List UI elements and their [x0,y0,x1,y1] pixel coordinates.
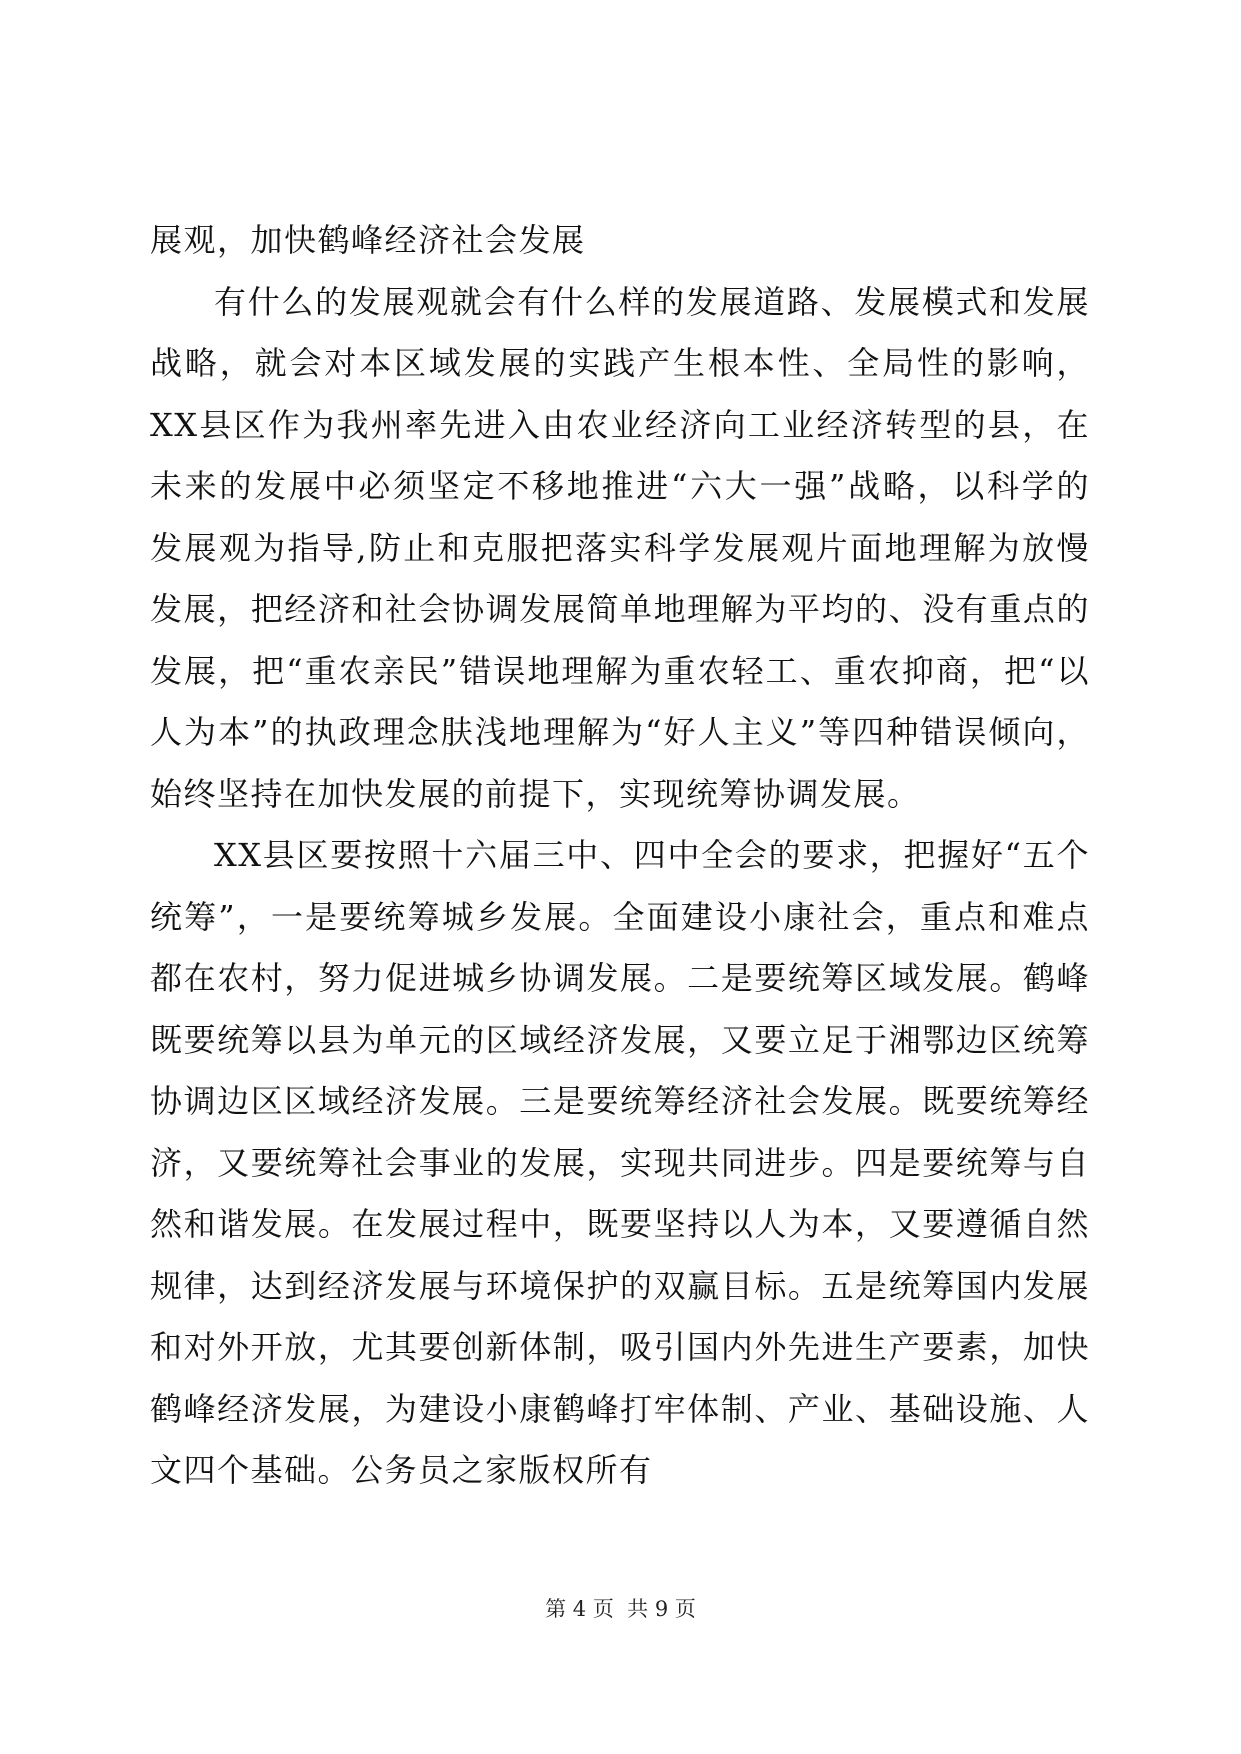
paragraph-2: 有什么的发展观就会有什么样的发展道路、发展模式和发展战略，就会对本区域发展的实践产生根本性、全局性的影响，XX县区作为我州率先进入由农业经济向工业经济转型的县，在未来的发展中必须坚定不移地推进“六大一强”战略，以科学的发展观为指导,防止和克服把落实科学发展观片面地理解为放慢发展，把经济和社会协调发展简单地理解为平均的、没有重点的发展，把“重农亲民”错误地理解为重农轻工、重农抑商，把“以人为本”的执政理念肤浅地理解为“好人主义”等四种错误倾向，始终坚持在加快发展的前提下，实现统筹协调发展。 [150,282,1090,813]
paragraph-3: XX县区要按照十六届三中、四中全会的要求，把握好“五个统筹”，一是要统筹城乡发展。全面建设小康社会，重点和难点都在农村，努力促进城乡协调发展。二是要统筹区域发展。鹤峰既要统筹以县为单元的区域经济发展，又要立足于湘鄂边区统筹协调边区区域经济发展。三是要统筹经济社会发展。既要统筹经济，又要统筹社会事业的发展，实现共同进步。四是要统筹与自然和谐发展。在发展过程中，既要坚持以人为本，又要遵循自然规律，达到经济发展与环境保护的双赢目标。五是统筹国内发展和对外开放，尤其要创新体制，吸引国内外先进生产要素，加快鹤峰经济发展，为建设小康鹤峰打牢体制、产业、基础设施、人文四个基础。公务员之家版权所有 [150,836,1090,1489]
page-number-label: 第 4 页 共 9 页 [545,1597,696,1621]
page-footer [0,1595,1241,1623]
paragraph-1: 展观，加快鹤峰经济社会发展 [150,221,586,259]
document-body [150,210,1090,1502]
